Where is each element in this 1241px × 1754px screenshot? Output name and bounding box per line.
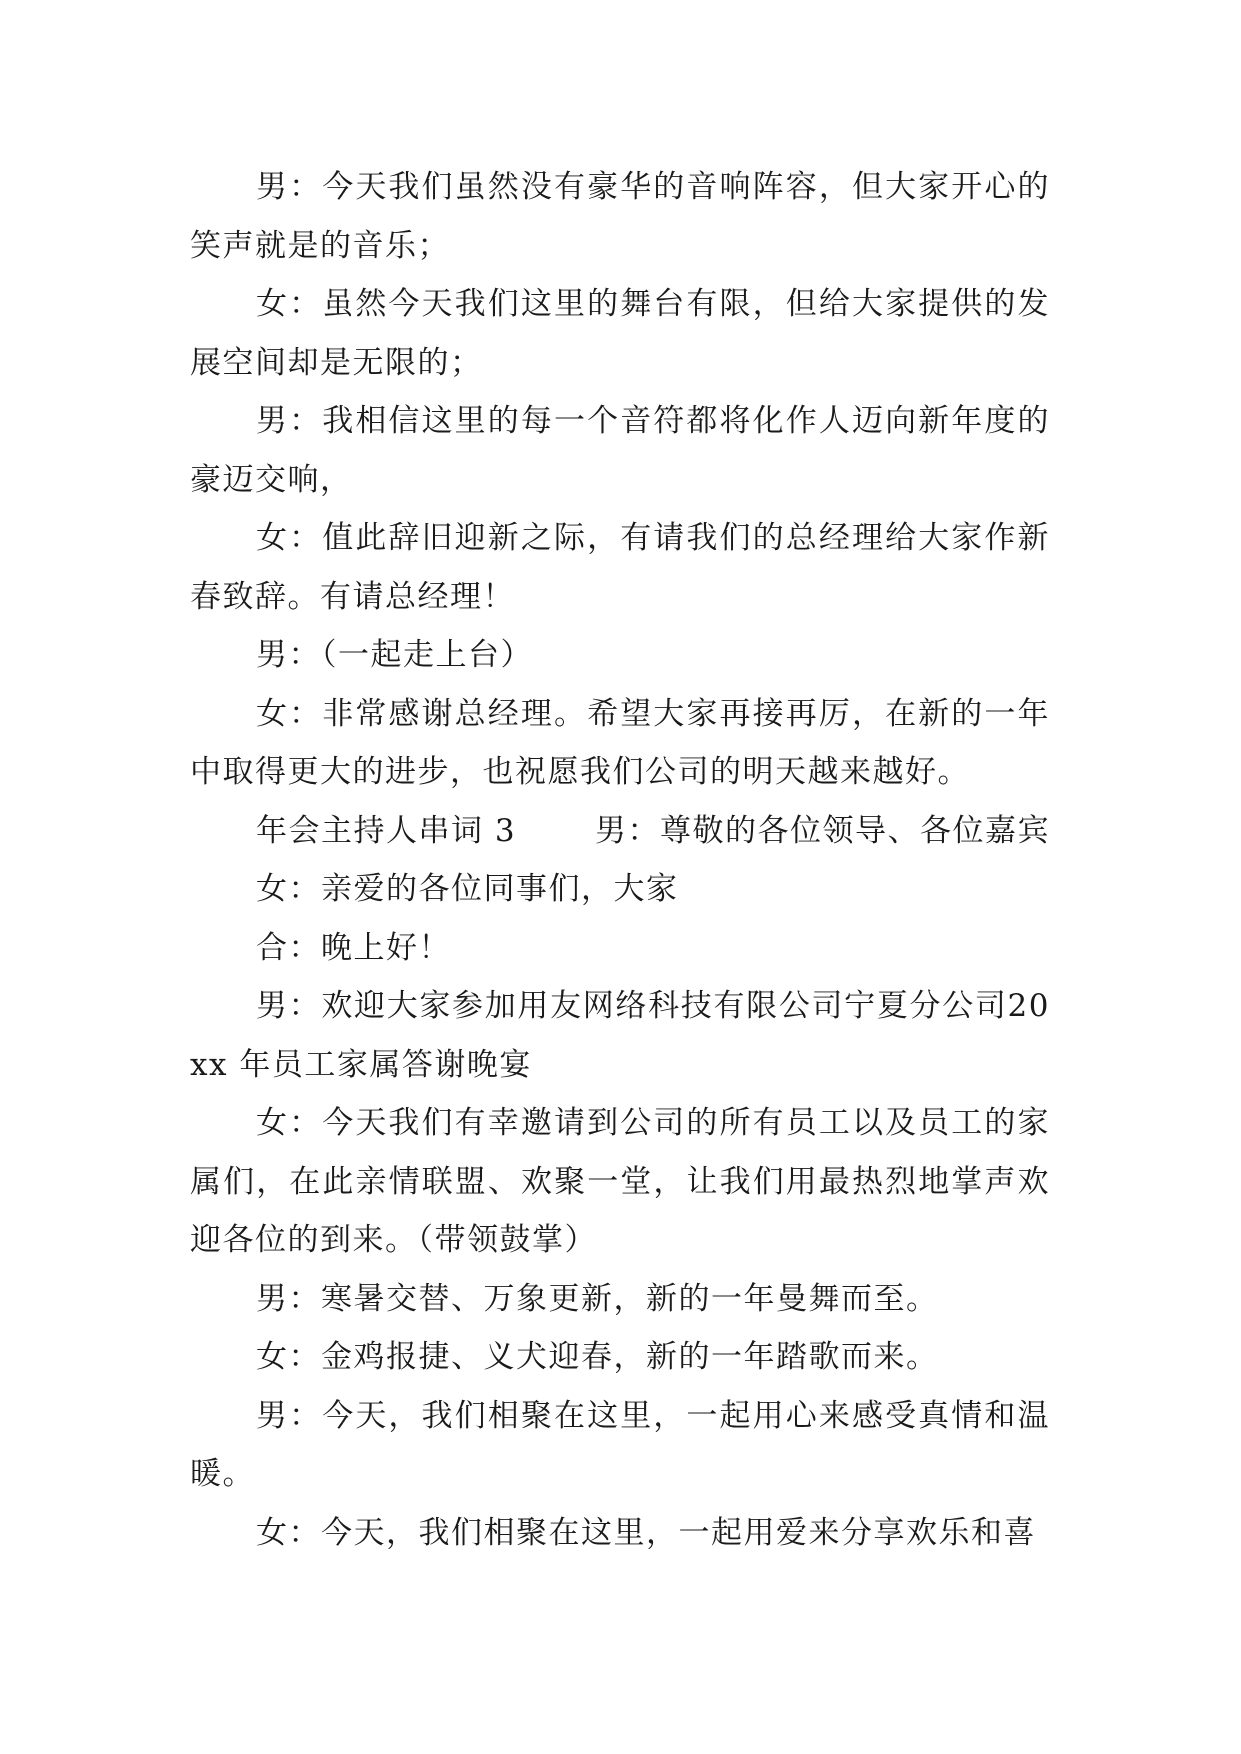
paragraph: 女：值此辞旧迎新之际，有请我们的总经理给大家作新春致辞。有请总经理！ — [190, 520, 1050, 615]
paragraph: 女：非常感谢总经理。希望大家再接再厉，在新的一年中取得更大的进步，也祝愿我们公司的明天越来越好。 — [190, 695, 1050, 790]
paragraph: 男：今天我们虽然没有豪华的音响阵容，但大家开心的笑声就是的音乐； — [190, 169, 1050, 264]
paragraph: 男：寒暑交替、万象更新，新的一年曼舞而至。 — [256, 1280, 939, 1317]
paragraph: 女：亲爱的各位同事们，大家 — [256, 871, 679, 907]
document-body — [190, 158, 1050, 1562]
paragraph: 男：尊敬的各位领导、各位嘉宾 — [595, 812, 1050, 849]
paragraph: 合：晚上好！ — [256, 929, 451, 966]
paragraph: 男：（一起走上台） — [256, 637, 533, 673]
paragraph: 女：虽然今天我们这里的舞台有限，但给大家提供的发展空间却是无限的； — [190, 286, 1050, 381]
paragraph: 女：今天我们有幸邀请到公司的所有员工以及员工的家属们，在此亲情联盟、欢聚一堂，让我们用最热烈地掌声欢迎各位的到来。（带领鼓掌） — [190, 1105, 1050, 1258]
section-heading: 年会主持人串词 3 — [256, 812, 517, 849]
section-heading-line — [190, 802, 1050, 861]
paragraph: 男：欢迎大家参加用友网络科技有限公司宁夏分公司20xx 年员工家属答谢晚宴 — [190, 988, 1050, 1083]
paragraph: 女：今天，我们相聚在这里，一起用爱来分享欢乐和喜 — [256, 1514, 1036, 1551]
paragraph: 男：我相信这里的每一个音符都将化作人迈向新年度的豪迈交响， — [190, 403, 1050, 498]
paragraph: 女：金鸡报捷、义犬迎春，新的一年踏歌而来。 — [256, 1339, 939, 1375]
paragraph: 男：今天，我们相聚在这里，一起用心来感受真情和温暖。 — [190, 1397, 1050, 1492]
